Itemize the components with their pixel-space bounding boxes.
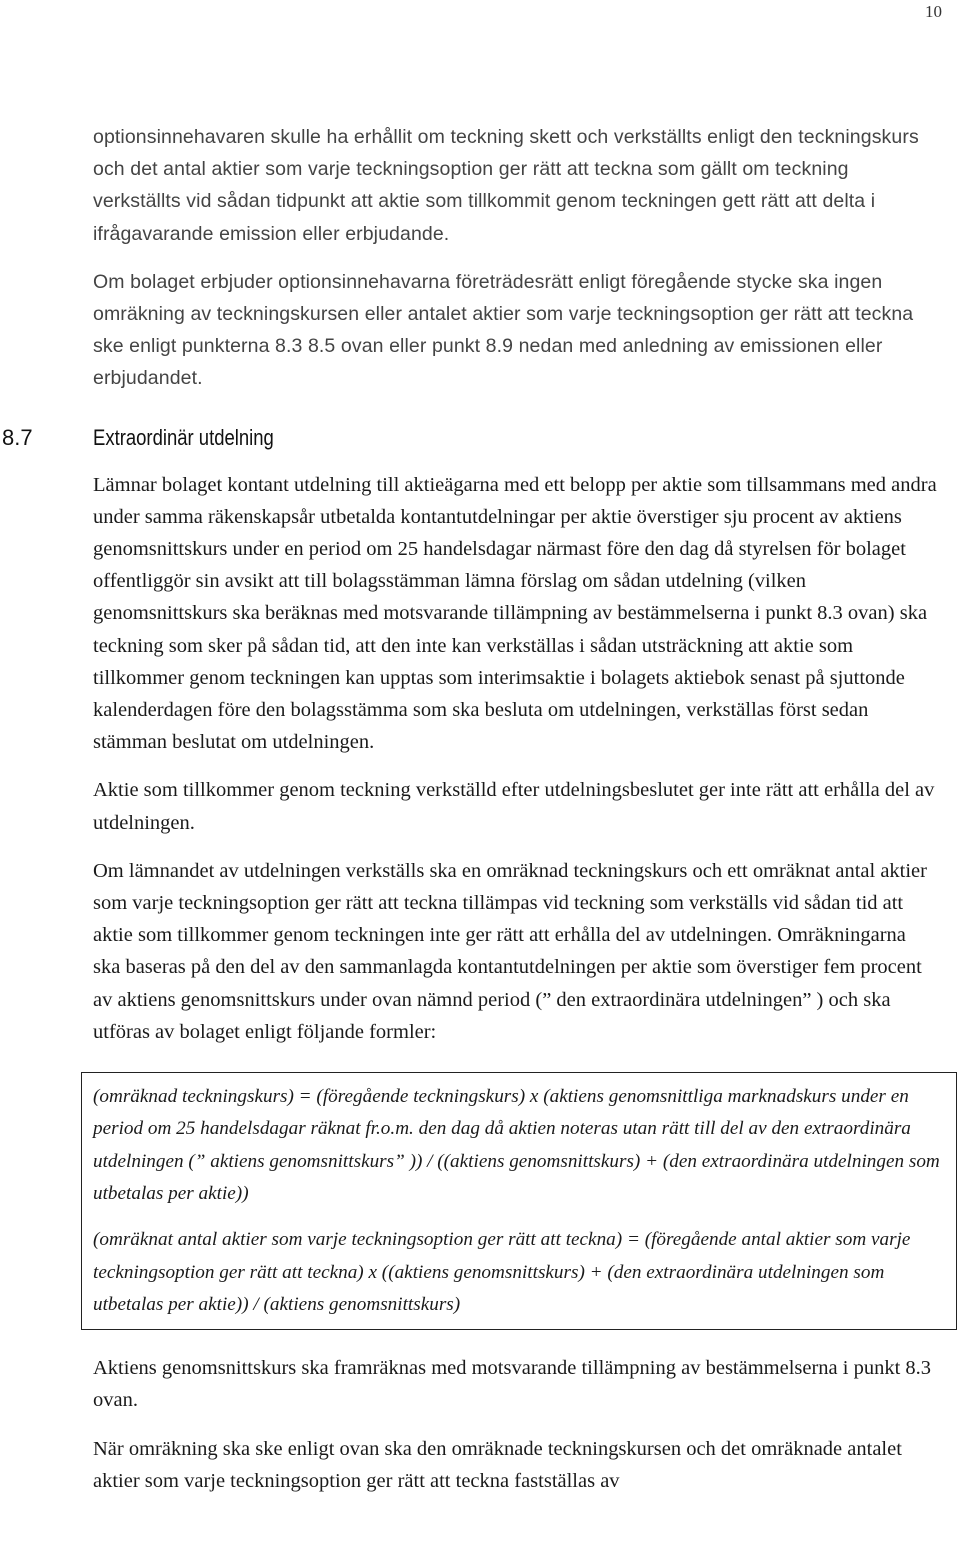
paragraph-preemption: Om bolaget erbjuder optionsinnehavarna företrädesrätt enligt föregående stycke ska ingen omräkning av teckningskursen eller antalet aktier som varje teckningsoption ger rätt att teckna ske enligt punkterna 8.3 8.5 ovan eller punkt 8.9 nedan med anledning av emissionen eller erbjudandet.	[93, 270, 914, 390]
formula-box	[81, 1072, 957, 1330]
formula-share-count: (omräknat antal aktier som varje teckningsoption ger rätt att teckna) = (föregående antal aktier som varje teckningsoption ger rätt att teckna) x ((aktiens genomsnittskurs) + (den extraordinära utdelningen som utbetalas per aktie)) / (aktiens genomsnittskurs)	[93, 1229, 911, 1315]
paragraph-dividend: Lämnar bolaget kontant utdelning till aktieägarna med ett belopp per aktie som tillsammans med andra under samma räkenskapsår utbetalda kontantutdelningar per aktie överstiger sju procent av aktiens genomsnittskurs under en period om 25 handelsdagar närmast före den dag då styrelsen för bolaget offentliggör sin avsikt att till bolagsstämman lämna förslag om sådan utdelning (vilken genomsnittskurs ska beräknas med motsvarande tillämpning av bestämmelserna i punkt 8.3 ovan) ska teckning som sker på sådan tid, att den inte kan verkställas i sådan utsträckning att aktie som tillkommer genom teckningen kan upptas som interimsaktie i bolagets aktiebok senast på sjuttonde kalenderdagen före den bolagsstämma som ska besluta om utdelningen, verkställas först sedan stämman beslutat om utdelningen.	[93, 473, 937, 754]
paragraph-continuation: optionsinnehavaren skulle ha erhållit om teckning skett och verkställts enligt den teckningskurs och det antal aktier som varje teckningsoption ger rätt att teckna som gällt om teckning verkställts vid sådan tidpunkt att aktie som tillkommit genom teckningen gett rätt att delta i ifrågavarande emission eller erbjudande.	[93, 126, 919, 245]
page-number: 10	[925, 2, 942, 21]
paragraph-recalculation: Om lämnandet av utdelningen verkställs ska en omräknad teckningskurs och ett omräknat antal aktier som varje teckningsoption ger rätt att teckna tillämpas vid teckning som verkställs vid sådan tid att aktie som tillkommer genom teckningen inte ger rätt att erhålla del av utdelningen. Omräkningarna ska baseras på den del av den sammanlagda kontantutdelningen per aktie som överstiger fem procent av aktiens genomsnittskurs under ovan nämnd period (” den extraordinära utdelningen” ) och ska utföras av bolaget enligt följande formler:	[93, 859, 927, 1043]
document-body	[2, 121, 940, 1497]
paragraph-average-price: Aktiens genomsnittskurs ska framräknas med motsvarande tillämpning av bestämmelserna i punkt 8.3 ovan.	[93, 1357, 932, 1412]
section-title: Extraordinär utdelning	[93, 424, 274, 450]
paragraph-shares-after-decision: Aktie som tillkommer genom teckning verkställd efter utdelningsbeslutet ger inte rätt att erhålla del av utdelningen.	[93, 779, 935, 834]
section-heading	[0, 425, 938, 451]
formula-subscription-price: (omräknad teckningskurs) = (föregående teckningskurs) x (aktiens genomsnittliga marknadskurs under en period om 25 handelsdagar räknat fr.o.m. den dag då aktien noteras utan rätt till del av den extraordinära utdelningen (” aktiens genomsnittskurs” )) / ((aktiens genomsnittskurs) + (den extraordinära utdelningen som utbetalas per aktie))	[93, 1086, 940, 1204]
section-number: 8.7	[2, 424, 33, 450]
paragraph-determination: När omräkning ska ske enligt ovan ska den omräknade teckningskursen och det omräknade antalet aktier som varje teckningsoption ger rätt att teckna fastställas av	[93, 1437, 902, 1492]
